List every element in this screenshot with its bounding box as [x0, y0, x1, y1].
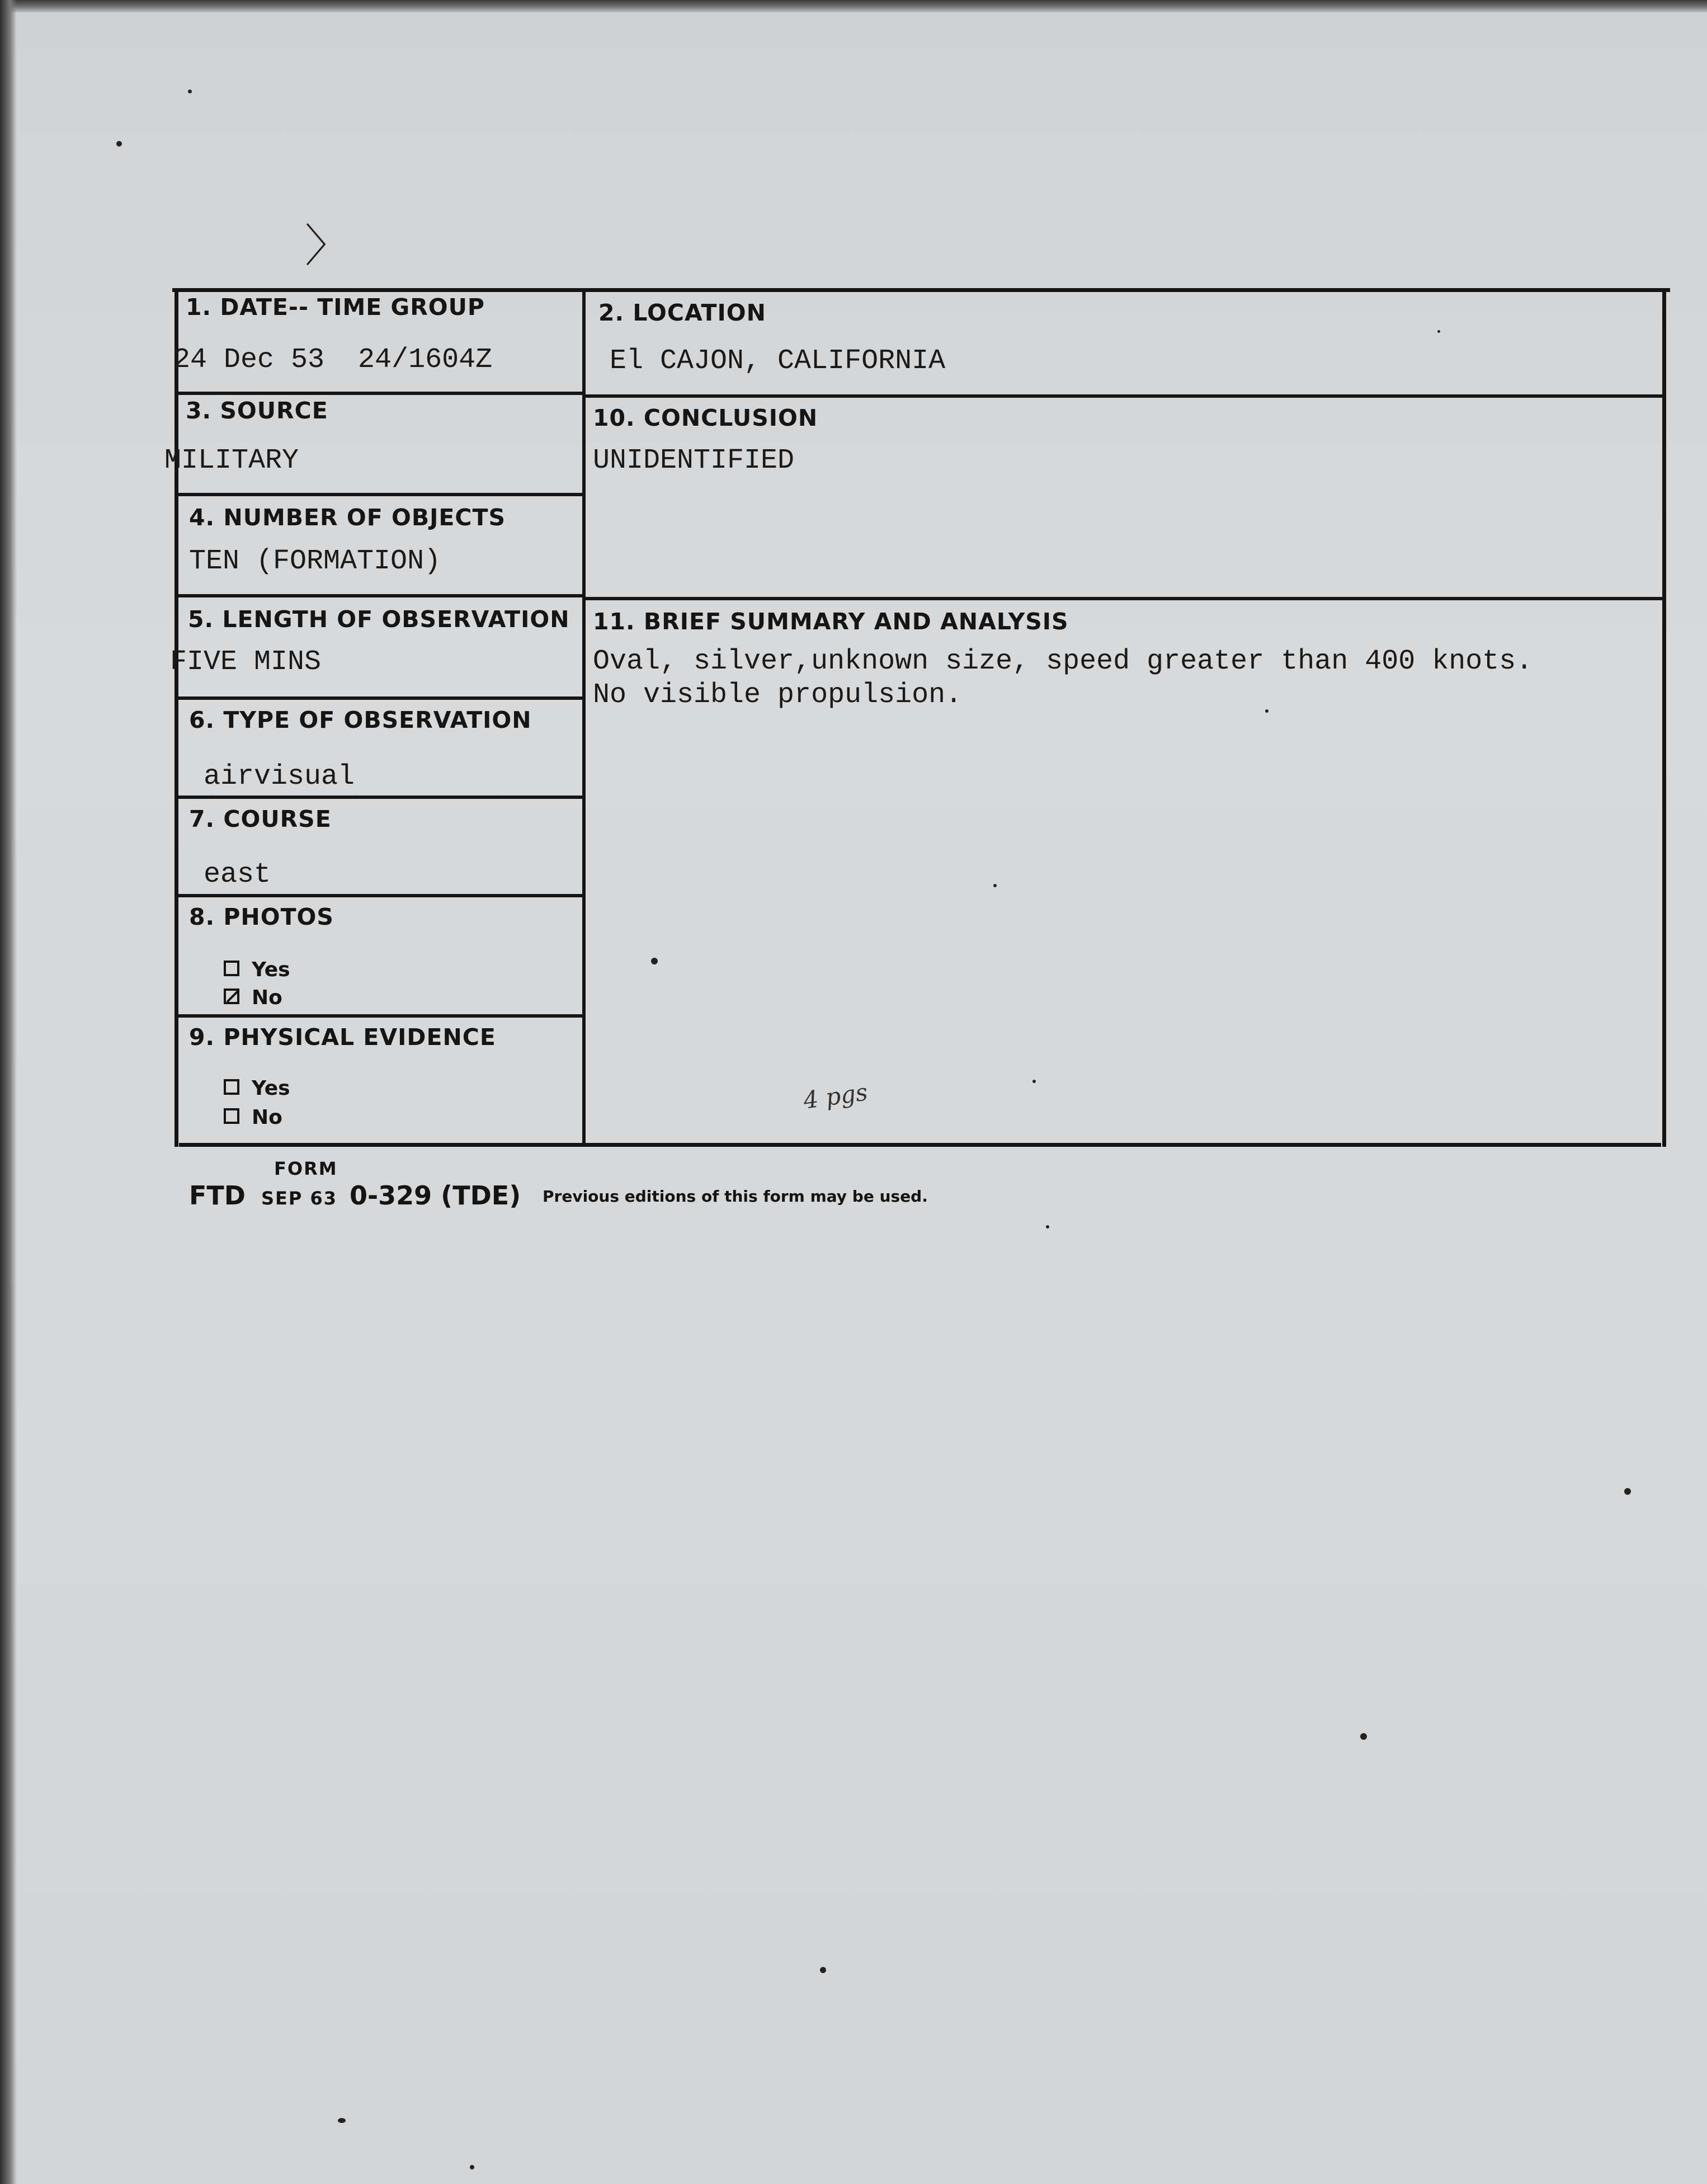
date-time-group-value: 24 Dec 53 24/1604Z — [173, 344, 493, 376]
form-border-bottom — [179, 1143, 1661, 1147]
row-divider — [175, 894, 584, 897]
date-time-group-label: 1. DATE-- TIME GROUP — [186, 294, 485, 321]
conclusion-label: 10. CONCLUSION — [593, 404, 818, 431]
number-of-objects-value: TEN (FORMATION) — [189, 545, 441, 577]
conclusion-value: UNIDENTIFIED — [593, 445, 795, 477]
type-of-observation-label: 6. TYPE OF OBSERVATION — [189, 707, 532, 733]
report-form — [164, 288, 1670, 1147]
footer-note: Previous editions of this form may be used. — [543, 1187, 928, 1206]
handwritten-page-count: 4 pgs — [801, 1078, 870, 1114]
row-divider — [582, 394, 1666, 398]
footer-number: 0-329 (TDE) — [350, 1180, 521, 1211]
footer-form-word: FORM — [274, 1158, 338, 1179]
scan-speck — [1360, 1733, 1367, 1740]
brief-summary-line-1: Oval, silver,unknown size, speed greater than 400 knots. — [593, 646, 1533, 677]
brief-summary-line-2: No visible propulsion. — [593, 679, 963, 711]
photos-no-option[interactable] — [224, 986, 282, 1009]
physical-evidence-no-option[interactable] — [224, 1106, 282, 1129]
photos-no-label: No — [252, 986, 282, 1009]
row-divider — [175, 392, 584, 395]
scan-speck — [116, 141, 122, 147]
row-divider — [175, 696, 584, 700]
location-value: El CAJON, CALIFORNIA — [610, 345, 946, 377]
course-label: 7. COURSE — [189, 806, 332, 832]
form-border-top — [172, 288, 1670, 292]
column-divider — [582, 288, 586, 1147]
type-of-observation-value: airvisual — [204, 761, 355, 793]
footer-agency: FTD — [189, 1180, 246, 1211]
row-divider — [175, 493, 584, 496]
physical-evidence-no-checkbox[interactable] — [224, 1108, 239, 1124]
scan-speck — [470, 2165, 474, 2169]
row-divider — [175, 1014, 584, 1018]
physical-evidence-yes-checkbox[interactable] — [224, 1079, 239, 1095]
brief-summary-label: 11. BRIEF SUMMARY AND ANALYSIS — [593, 608, 1069, 635]
photos-no-checkbox[interactable] — [224, 989, 239, 1004]
length-of-observation-label: 5. LENGTH OF OBSERVATION — [188, 606, 570, 633]
scan-speck — [820, 1967, 826, 1973]
physical-evidence-no-label: No — [252, 1106, 282, 1129]
photos-yes-option[interactable] — [224, 958, 290, 981]
source-value: MILITARY — [164, 445, 299, 477]
physical-evidence-label: 9. PHYSICAL EVIDENCE — [189, 1024, 496, 1051]
length-of-observation-value: FIVE MINS — [170, 646, 322, 678]
row-divider — [175, 796, 584, 799]
source-label: 3. SOURCE — [186, 397, 328, 424]
row-divider — [175, 594, 584, 597]
course-value: east — [204, 859, 271, 891]
footer-form-code — [189, 1180, 521, 1211]
pen-mark: 〉 — [305, 220, 350, 272]
location-label: 2. LOCATION — [598, 299, 766, 326]
footer-date: SEP 63 — [261, 1188, 338, 1209]
scan-speck — [188, 90, 192, 93]
photos-label: 8. PHOTOS — [189, 903, 334, 930]
number-of-objects-label: 4. NUMBER OF OBJECTS — [189, 504, 506, 531]
scan-speck — [338, 2118, 346, 2123]
scan-speck — [1624, 1488, 1631, 1495]
physical-evidence-yes-label: Yes — [252, 1077, 290, 1100]
physical-evidence-yes-option[interactable] — [224, 1077, 290, 1100]
scan-top-edge — [0, 0, 1707, 12]
row-divider — [582, 597, 1666, 600]
scan-speck — [1046, 1225, 1049, 1228]
photos-yes-checkbox[interactable] — [224, 961, 239, 976]
photos-yes-label: Yes — [252, 958, 290, 981]
form-border-left — [175, 288, 178, 1147]
scan-left-edge — [0, 0, 17, 2184]
form-border-right — [1662, 288, 1666, 1147]
form-footer — [189, 1158, 1028, 1225]
